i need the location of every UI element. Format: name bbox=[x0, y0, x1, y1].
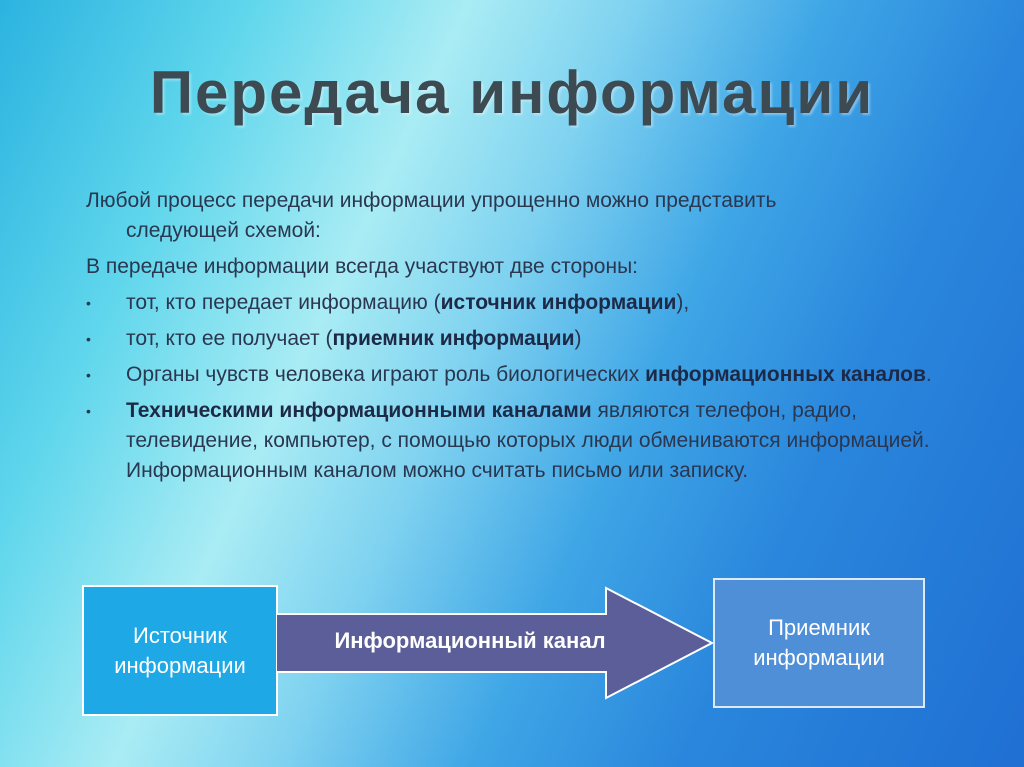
channel-label: Информационный канал bbox=[334, 628, 606, 653]
intro-line-1: Любой процесс передачи информации упрощенно можно представить bbox=[86, 189, 777, 212]
receiver-label-line1: Приемник bbox=[768, 615, 870, 640]
source-label-line2: информации bbox=[114, 652, 246, 678]
receiver-box bbox=[713, 578, 925, 708]
slide-body bbox=[86, 186, 966, 492]
bullet-technical-channels: • Техническими информационными каналами являются телефон, радио, телевидение, компьютер, с помощью которых люди обмениваются информацией. Информационным каналом можно считать письмо или записку. bbox=[86, 396, 966, 486]
bullet-biological-channels: • Органы чувств человека играют роль биологических информационных каналов. bbox=[86, 360, 966, 390]
sides-paragraph: В передаче информации всегда участвуют две стороны: bbox=[86, 255, 639, 278]
receiver-label-line2: информации bbox=[753, 645, 885, 670]
bullet-marker: • bbox=[86, 331, 91, 347]
bullet-marker: • bbox=[86, 403, 91, 419]
bullet-source: • тот, кто передает информацию (источник информации), bbox=[86, 288, 966, 318]
bullet-receiver: • тот, кто ее получает (приемник информации) bbox=[86, 324, 966, 354]
source-box bbox=[82, 585, 278, 716]
source-label-line1: Источник bbox=[133, 622, 227, 648]
intro-paragraph bbox=[86, 186, 966, 246]
slide-title: Передача информации bbox=[149, 59, 875, 126]
bullet-marker: • bbox=[86, 295, 91, 311]
bullet-marker: • bbox=[86, 367, 91, 383]
intro-line-2: следующей схемой: bbox=[126, 219, 321, 242]
